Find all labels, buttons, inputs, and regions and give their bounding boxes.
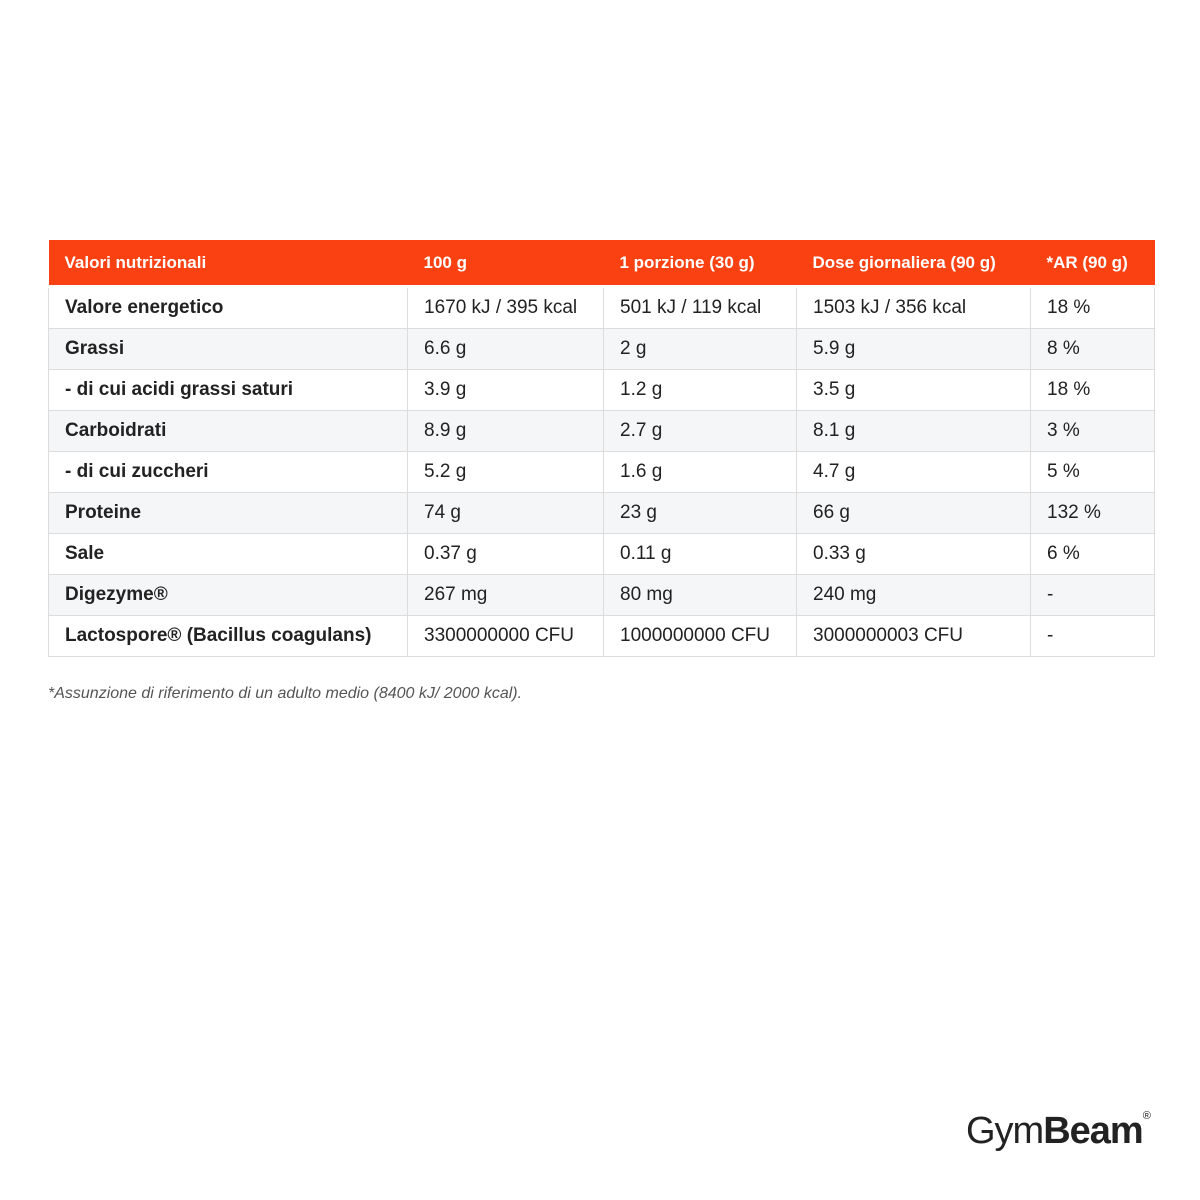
value-reference-intake: 18 % [1031,287,1155,329]
value-per-100g: 267 mg [408,575,604,616]
value-per-portion: 501 kJ / 119 kcal [604,287,797,329]
value-daily-dose: 1503 kJ / 356 kcal [797,287,1031,329]
value-per-portion: 1.2 g [604,370,797,411]
value-reference-intake: 5 % [1031,452,1155,493]
header-nutrient: Valori nutrizionali [49,240,408,287]
value-reference-intake: 6 % [1031,534,1155,575]
table-row [49,370,1155,411]
table-row [49,329,1155,370]
value-per-100g: 74 g [408,493,604,534]
nutrition-table [48,240,1155,657]
value-daily-dose: 66 g [797,493,1031,534]
value-per-100g: 5.2 g [408,452,604,493]
nutrient-name: Carboidrati [49,411,408,452]
value-daily-dose: 3.5 g [797,370,1031,411]
nutrient-name: - di cui zuccheri [49,452,408,493]
value-reference-intake: 18 % [1031,370,1155,411]
value-daily-dose: 3000000003 CFU [797,616,1031,657]
nutrient-name: Proteine [49,493,408,534]
nutrient-name: Lactospore® (Bacillus coagulans) [49,616,408,657]
value-reference-intake: - [1031,575,1155,616]
registered-mark: ® [1142,1110,1150,1122]
value-reference-intake: - [1031,616,1155,657]
value-daily-dose: 240 mg [797,575,1031,616]
nutrient-name: Valore energetico [49,287,408,329]
value-daily-dose: 8.1 g [797,411,1031,452]
value-per-100g: 1670 kJ / 395 kcal [408,287,604,329]
header-per-100g: 100 g [408,240,604,287]
value-daily-dose: 4.7 g [797,452,1031,493]
value-per-100g: 8.9 g [408,411,604,452]
table-row [49,287,1155,329]
value-per-portion: 23 g [604,493,797,534]
gymbeam-logo [966,1110,1150,1153]
value-per-portion: 1000000000 CFU [604,616,797,657]
value-per-portion: 1.6 g [604,452,797,493]
table-row [49,534,1155,575]
value-per-100g: 0.37 g [408,534,604,575]
value-daily-dose: 0.33 g [797,534,1031,575]
table-row [49,493,1155,534]
value-per-portion: 2 g [604,329,797,370]
value-reference-intake: 8 % [1031,329,1155,370]
header-per-portion: 1 porzione (30 g) [604,240,797,287]
table-row [49,616,1155,657]
nutrient-name: Digezyme® [49,575,408,616]
value-per-portion: 2.7 g [604,411,797,452]
header-daily-dose: Dose giornaliera (90 g) [797,240,1031,287]
value-per-100g: 6.6 g [408,329,604,370]
table-row [49,575,1155,616]
table-row [49,411,1155,452]
header-reference-intake: *AR (90 g) [1031,240,1155,287]
value-per-portion: 0.11 g [604,534,797,575]
nutrient-name: - di cui acidi grassi saturi [49,370,408,411]
nutrient-name: Grassi [49,329,408,370]
logo-text-bold: Beam [1043,1110,1143,1152]
value-per-100g: 3300000000 CFU [408,616,604,657]
value-per-portion: 80 mg [604,575,797,616]
nutrient-name: Sale [49,534,408,575]
reference-intake-footnote: *Assunzione di riferimento di un adulto medio (8400 kJ/ 2000 kcal). [48,685,523,702]
value-per-100g: 3.9 g [408,370,604,411]
value-daily-dose: 5.9 g [797,329,1031,370]
value-reference-intake: 132 % [1031,493,1155,534]
table-header-row [49,240,1155,287]
logo-text-light: Gym [966,1110,1044,1152]
table-row [49,452,1155,493]
value-reference-intake: 3 % [1031,411,1155,452]
